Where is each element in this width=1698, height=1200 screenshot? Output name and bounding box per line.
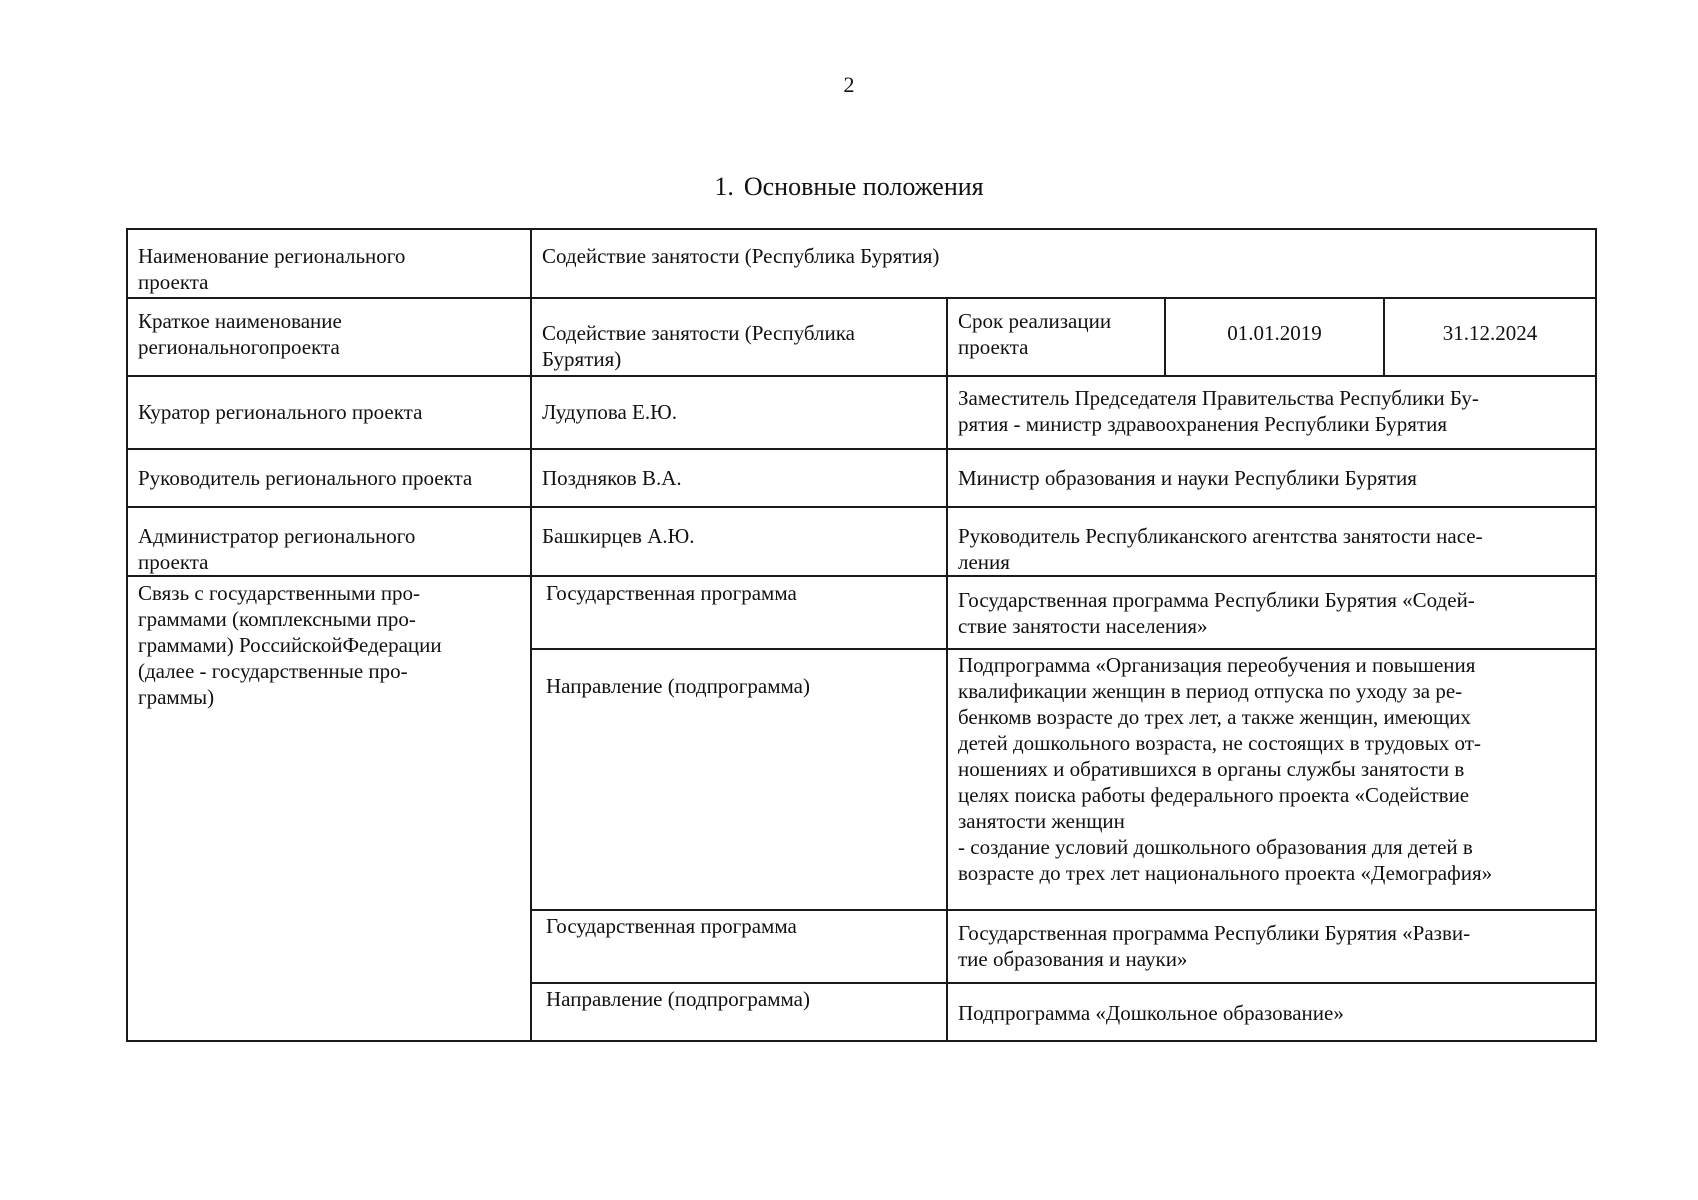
table-border-top: [126, 228, 1597, 230]
row-divider: [126, 506, 1597, 508]
head-position: Министр образования и науки Республики Бурятия: [958, 466, 1417, 490]
administrator-position: Руководитель Республиканского агентства занятости насе- ления: [958, 524, 1483, 574]
term-label: Срок реализации проекта: [958, 309, 1112, 359]
head-name: Поздняков В.А.: [542, 466, 682, 490]
start-date: 01.01.2019: [1227, 321, 1322, 345]
administrator-name: Башкирцев А.Ю.: [542, 524, 695, 548]
link-value: Подпрограмма «Организация переобучения и повышения квалификации женщин в период отпуска по уходу за ре- бенкомв возрасте до трех лет, а также женщин, имеющих детей дошкольного возраста, не состоящих в трудовых от- ношениях и обратившихся в органы службы занятости в целях поиска работы федерального проекта «Содействие занятости женщин - создание условий дошкольного образования для детей в возрасте до трех лет национального проекта «Демография»: [958, 653, 1493, 885]
link-type: Государственная программа: [546, 914, 797, 938]
section-title-text: Основные положения: [743, 172, 984, 201]
administrator-label: Администратор регионального проекта: [138, 524, 416, 574]
column-divider: [946, 297, 948, 1042]
section-number: 1.: [714, 172, 734, 201]
project-name-value: Содействие занятости (Республика Бурятия): [542, 244, 940, 268]
row-divider: [126, 575, 1597, 577]
link-value: Государственная программа Республики Бурятия «Содей- ствие занятости населения»: [958, 588, 1475, 638]
short-name-label: Краткое наименование региональногопроекта: [138, 309, 342, 359]
table-border-bottom: [126, 1040, 1597, 1042]
subrow-divider: [530, 648, 1597, 650]
link-value: Государственная программа Республики Бурятия «Разви- тие образования и науки»: [958, 921, 1471, 971]
head-label: Руководитель регионального проекта: [138, 466, 473, 490]
link-type: Направление (подпрограмма): [546, 674, 810, 698]
end-date: 31.12.2024: [1442, 321, 1538, 345]
table-border-left: [126, 228, 128, 1042]
row-divider: [126, 297, 1597, 299]
link-type: Государственная программа: [546, 581, 797, 605]
table-border-right: [1595, 228, 1597, 1042]
row-divider: [126, 375, 1597, 377]
link-value: Подпрограмма «Дошкольное образование»: [958, 1001, 1344, 1025]
column-divider: [530, 228, 532, 1042]
subrow-divider: [530, 982, 1597, 984]
project-name-label: Наименование регионального проекта: [138, 244, 406, 294]
link-type: Направление (подпрограмма): [546, 987, 810, 1011]
links-label: Связь с государственными про- граммами (комплексными про- граммами) РоссийскойФедерации (далее - государственные про- граммы): [138, 581, 442, 709]
page-number: 2: [843, 72, 855, 97]
curator-label: Куратор регионального проекта: [138, 400, 423, 424]
short-name-value: Содействие занятости (Республика Бурятия): [542, 321, 855, 371]
curator-position: Заместитель Председателя Правительства Республики Бу- рятия - министр здравоохранения Республики Бурятия: [958, 386, 1479, 436]
subrow-divider: [530, 909, 1597, 911]
curator-name: Лудупова Е.Ю.: [542, 400, 677, 424]
row-divider: [126, 448, 1597, 450]
